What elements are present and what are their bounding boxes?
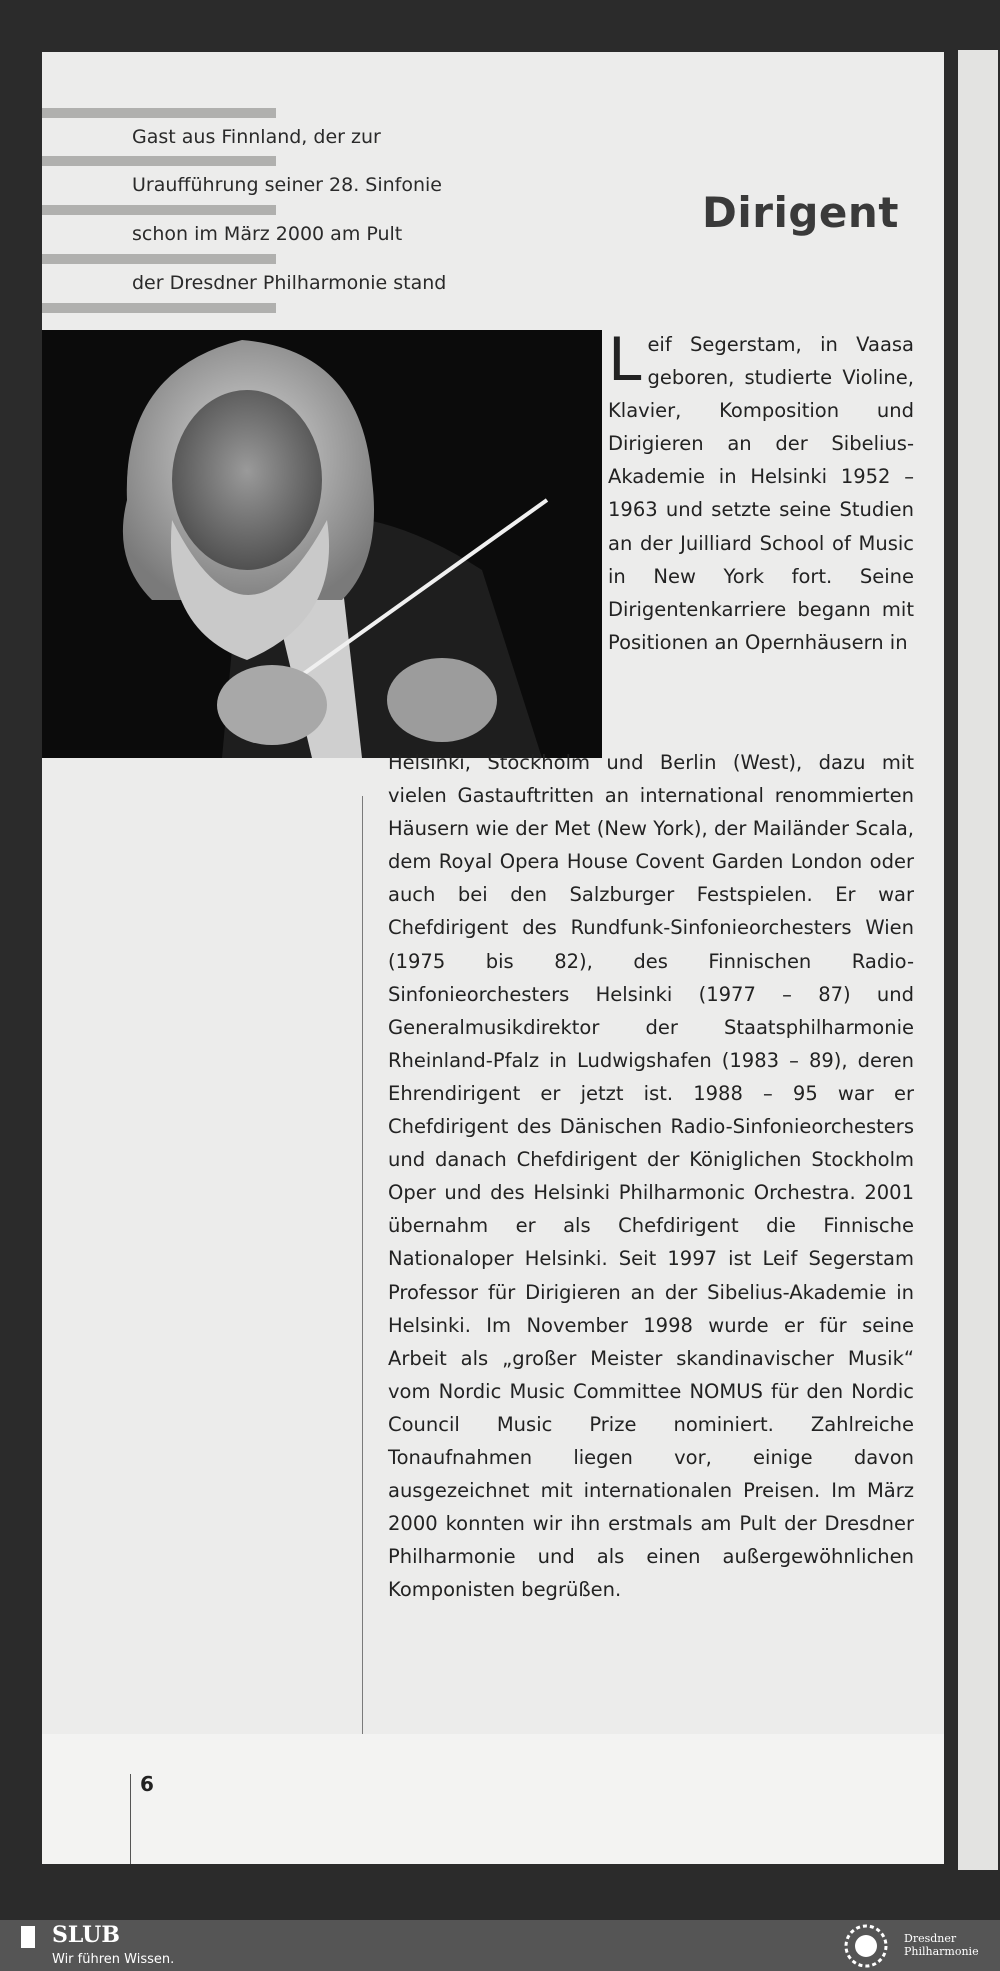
page-title: Dirigent [702, 188, 899, 237]
slub-logo-icon [14, 1924, 36, 1950]
slub-logo-text[interactable]: SLUB [52, 1922, 120, 1948]
conductor-photo [42, 330, 602, 758]
page-number: 6 [140, 1772, 154, 1796]
adjacent-page-edge [958, 50, 998, 1870]
philharmonie-name-line1: Dresdner [904, 1932, 957, 1945]
philharmonie-logo-icon [842, 1922, 890, 1970]
decorative-bar [42, 156, 276, 166]
intro-line: Gast aus Finnland, der zur [132, 126, 381, 148]
decorative-bar [42, 254, 276, 264]
decorative-bar [42, 303, 276, 313]
article-intro-text [608, 325, 914, 659]
page-lower-band [42, 1734, 944, 1864]
philharmonie-logo-text[interactable] [904, 1932, 979, 1958]
viewer-footer [0, 1920, 1000, 1971]
decorative-bar [42, 108, 276, 118]
philharmonie-name-line2: Philharmonie [904, 1945, 979, 1958]
slub-tagline: Wir führen Wissen. [52, 1952, 175, 1967]
intro-line: Uraufführung seiner 28. Sinfonie [132, 174, 442, 196]
intro-line: schon im März 2000 am Pult [132, 223, 403, 245]
page-number-rule [130, 1774, 131, 1864]
intro-line: der Dresdner Philharmonie stand [132, 272, 447, 294]
column-divider [362, 796, 363, 1734]
decorative-bar [42, 205, 276, 215]
article-body-text: Helsinki, Stockholm und Berlin (West), dazu mit vielen Gastauftritten an international renommierten Häusern wie der Met (New York), der Mailänder Scala, dem Royal Opera House Covent Garden London oder auch bei den Salzburger Festspielen. Er war Chefdirigent des Rundfunk-Sinfonieorchesters Wien (1975 bis 82), des Finnischen Radio-Sinfonieorchesters Helsinki (1977 – 87) und Generalmusikdirektor der Staatsphilharmonie Rheinland-Pfalz in Ludwigshafen (1983 – 89), deren Ehrendirigent er jetzt ist. 1988 – 95 war er Chefdirigent des Dänischen Radio-Sinfonieorchesters und danach Chefdirigent der Königlichen Stockholm Oper und des Helsinki Philharmonic Orchestra. 2001 übernahm er als Chefdirigent die Finnische Nationaloper Helsinki. Seit 1997 ist Leif Segerstam Professor für Dirigieren an der Sibelius-Akademie in Helsinki. Im November 1998 wurde er für seine Arbeit als „großer Meister skandinavischer Musik“ vom Nordic Music Committee NOMUS für den Nordic Council Music Prize nominiert. Zahlreiche Tonaufnahmen liegen vor, einige davon ausgezeichnet mit internationalen Preisen. Im März 2000 konnten wir ihn erstmals am Pult der Dresdner Philharmonie und als einen außergewöhnlichen Komponisten begrüßen. [388, 751, 914, 1602]
brochure-page [42, 52, 944, 1864]
article-intro-body: eif Segerstam, in Vaasa geboren, studierte Violine, Klavier, Komposition und Dirigieren an der Sibelius-Akademie in Helsinki 1952 – 1963 und setzte seine Studien an der Juilliard School of Music in New York fort. Seine Dirigentenkarriere begann mit Positionen an Opernhäusern in [608, 333, 914, 654]
drop-cap: L [608, 325, 642, 395]
